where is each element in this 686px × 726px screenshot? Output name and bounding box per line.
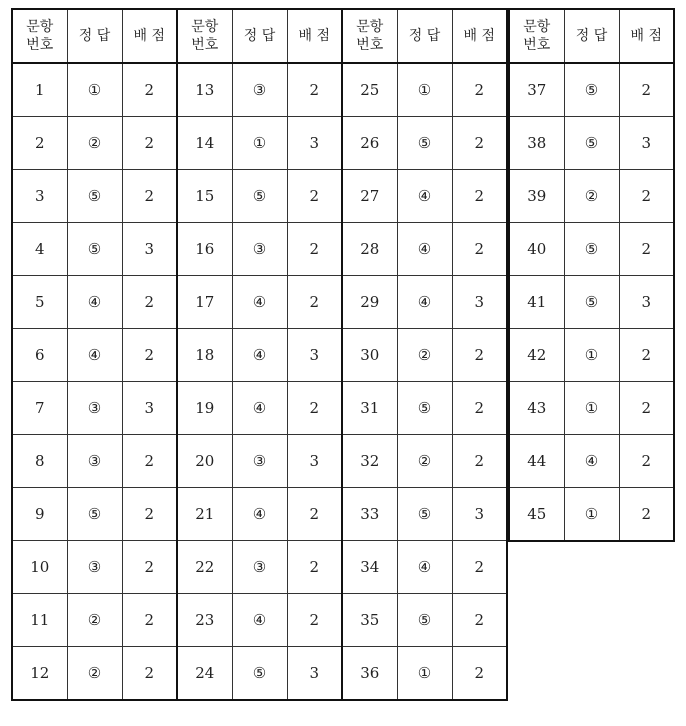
table-row — [177, 329, 342, 382]
table-row — [342, 541, 507, 594]
question-number-cell: 23 — [177, 594, 232, 647]
question-number-cell: 14 — [177, 117, 232, 170]
question-number-cell: 26 — [342, 117, 397, 170]
score-cell: 2 — [122, 329, 177, 382]
table-row — [177, 382, 342, 435]
score-cell: 2 — [619, 382, 674, 435]
answer-cell: ① — [564, 382, 619, 435]
question-number-cell: 9 — [12, 488, 67, 541]
answer-cell: ④ — [232, 382, 287, 435]
question-number-cell: 21 — [177, 488, 232, 541]
answer-cell: ① — [232, 117, 287, 170]
question-number-cell: 40 — [509, 223, 564, 276]
answer-cell: ④ — [232, 329, 287, 382]
score-cell: 2 — [122, 435, 177, 488]
score-cell: 2 — [619, 329, 674, 382]
question-number-cell: 1 — [12, 63, 67, 117]
answer-cell: ⑤ — [67, 488, 122, 541]
header-question-no: 문항번호 — [177, 9, 232, 63]
header-score: 배 점 — [619, 9, 674, 63]
question-number-cell: 38 — [509, 117, 564, 170]
question-number-cell: 12 — [12, 647, 67, 701]
table-row — [509, 170, 674, 223]
score-cell: 2 — [619, 170, 674, 223]
answer-cell: ② — [397, 329, 452, 382]
table-row — [12, 594, 177, 647]
answer-table-group-1 — [11, 8, 178, 701]
header-question-no: 문항번호 — [342, 9, 397, 63]
table-row — [177, 488, 342, 541]
answer-cell: ⑤ — [397, 117, 452, 170]
answer-cell: ⑤ — [564, 63, 619, 117]
table-row — [177, 541, 342, 594]
question-number-cell: 3 — [12, 170, 67, 223]
question-number-cell: 42 — [509, 329, 564, 382]
question-number-cell: 20 — [177, 435, 232, 488]
question-number-cell: 39 — [509, 170, 564, 223]
answer-cell: ④ — [67, 276, 122, 329]
answer-table-group-2 — [176, 8, 343, 701]
score-cell: 3 — [122, 382, 177, 435]
score-cell: 3 — [287, 647, 342, 701]
answer-cell: ② — [397, 435, 452, 488]
table-row — [342, 594, 507, 647]
answer-cell: ③ — [67, 435, 122, 488]
answer-cell: ① — [67, 63, 122, 117]
score-cell: 2 — [287, 276, 342, 329]
table-row — [12, 117, 177, 170]
header-score: 배 점 — [452, 9, 507, 63]
score-cell: 2 — [452, 647, 507, 701]
answer-cell: ③ — [232, 63, 287, 117]
score-cell: 2 — [619, 63, 674, 117]
table-row — [342, 276, 507, 329]
score-cell: 2 — [287, 382, 342, 435]
header-answer: 정 답 — [232, 9, 287, 63]
table-row — [177, 435, 342, 488]
score-cell: 2 — [122, 170, 177, 223]
question-number-cell: 13 — [177, 63, 232, 117]
question-number-cell: 30 — [342, 329, 397, 382]
answer-cell: ⑤ — [397, 594, 452, 647]
answer-cell: ⑤ — [564, 223, 619, 276]
answer-cell: ④ — [397, 170, 452, 223]
table-row — [342, 223, 507, 276]
table-row — [342, 63, 507, 117]
answer-cell: ① — [564, 488, 619, 542]
answer-cell: ⑤ — [564, 276, 619, 329]
table-row — [12, 541, 177, 594]
table-row — [342, 117, 507, 170]
answer-cell: ④ — [564, 435, 619, 488]
question-number-cell: 28 — [342, 223, 397, 276]
question-number-cell: 6 — [12, 329, 67, 382]
answer-cell: ⑤ — [67, 170, 122, 223]
score-cell: 2 — [452, 329, 507, 382]
score-cell: 2 — [287, 223, 342, 276]
question-number-cell: 35 — [342, 594, 397, 647]
header-row — [177, 9, 342, 63]
score-cell: 3 — [287, 329, 342, 382]
answer-table-group-3 — [341, 8, 508, 701]
answer-cell: ④ — [67, 329, 122, 382]
score-cell: 2 — [122, 594, 177, 647]
answer-cell: ② — [67, 647, 122, 701]
question-number-cell: 25 — [342, 63, 397, 117]
table-row — [177, 276, 342, 329]
question-number-cell: 19 — [177, 382, 232, 435]
table-row — [12, 435, 177, 488]
score-cell: 2 — [287, 541, 342, 594]
table-row — [177, 117, 342, 170]
table-row — [342, 488, 507, 541]
score-cell: 3 — [619, 117, 674, 170]
answer-cell: ④ — [232, 594, 287, 647]
table-row — [509, 488, 674, 542]
score-cell: 2 — [452, 117, 507, 170]
question-number-cell: 37 — [509, 63, 564, 117]
score-cell: 2 — [452, 541, 507, 594]
table-row — [509, 382, 674, 435]
answer-cell: ③ — [67, 382, 122, 435]
header-question-no: 문항번호 — [509, 9, 564, 63]
table-row — [12, 223, 177, 276]
question-number-cell: 18 — [177, 329, 232, 382]
table-row — [509, 223, 674, 276]
table-row — [12, 488, 177, 541]
score-cell: 3 — [287, 117, 342, 170]
question-number-cell: 5 — [12, 276, 67, 329]
header-question-no: 문항번호 — [12, 9, 67, 63]
score-cell: 2 — [452, 223, 507, 276]
score-cell: 3 — [452, 276, 507, 329]
table-row — [342, 435, 507, 488]
answer-cell: ② — [67, 594, 122, 647]
answer-cell: ④ — [232, 276, 287, 329]
header-score: 배 점 — [122, 9, 177, 63]
answer-cell: ② — [67, 117, 122, 170]
score-cell: 3 — [287, 435, 342, 488]
score-cell: 2 — [452, 170, 507, 223]
score-cell: 2 — [122, 647, 177, 701]
score-cell: 2 — [287, 488, 342, 541]
table-row — [509, 117, 674, 170]
question-number-cell: 2 — [12, 117, 67, 170]
table-row — [509, 63, 674, 117]
score-cell: 2 — [122, 63, 177, 117]
table-row — [12, 276, 177, 329]
answer-cell: ⑤ — [67, 223, 122, 276]
score-cell: 2 — [452, 382, 507, 435]
answer-cell: ③ — [232, 435, 287, 488]
table-row — [12, 382, 177, 435]
table-row — [342, 647, 507, 701]
table-row — [342, 170, 507, 223]
question-number-cell: 10 — [12, 541, 67, 594]
table-row — [177, 594, 342, 647]
answer-cell: ⑤ — [397, 488, 452, 541]
question-number-cell: 33 — [342, 488, 397, 541]
score-cell: 3 — [122, 223, 177, 276]
question-number-cell: 22 — [177, 541, 232, 594]
question-number-cell: 36 — [342, 647, 397, 701]
answer-cell: ⑤ — [232, 647, 287, 701]
table-row — [177, 647, 342, 701]
question-number-cell: 15 — [177, 170, 232, 223]
header-answer: 정 답 — [397, 9, 452, 63]
score-cell: 2 — [287, 170, 342, 223]
question-number-cell: 11 — [12, 594, 67, 647]
question-number-cell: 45 — [509, 488, 564, 542]
score-cell: 2 — [619, 488, 674, 542]
answer-cell: ③ — [232, 541, 287, 594]
answer-cell: ② — [564, 170, 619, 223]
table-row — [342, 382, 507, 435]
score-cell: 2 — [122, 117, 177, 170]
question-number-cell: 34 — [342, 541, 397, 594]
answer-cell: ④ — [397, 276, 452, 329]
answer-cell: ① — [564, 329, 619, 382]
score-cell: 2 — [452, 594, 507, 647]
score-cell: 2 — [122, 276, 177, 329]
question-number-cell: 43 — [509, 382, 564, 435]
question-number-cell: 41 — [509, 276, 564, 329]
question-number-cell: 31 — [342, 382, 397, 435]
header-answer: 정 답 — [67, 9, 122, 63]
header-answer: 정 답 — [564, 9, 619, 63]
answer-cell: ④ — [232, 488, 287, 541]
score-cell: 3 — [452, 488, 507, 541]
table-row — [177, 170, 342, 223]
question-number-cell: 29 — [342, 276, 397, 329]
score-cell: 2 — [452, 435, 507, 488]
header-row — [509, 9, 674, 63]
table-row — [509, 276, 674, 329]
score-cell: 2 — [619, 435, 674, 488]
header-row — [342, 9, 507, 63]
table-row — [177, 63, 342, 117]
question-number-cell: 17 — [177, 276, 232, 329]
question-number-cell: 8 — [12, 435, 67, 488]
question-number-cell: 44 — [509, 435, 564, 488]
score-cell: 2 — [287, 63, 342, 117]
answer-cell: ④ — [397, 223, 452, 276]
answer-cell: ③ — [67, 541, 122, 594]
answer-cell: ⑤ — [564, 117, 619, 170]
score-cell: 3 — [619, 276, 674, 329]
header-row — [12, 9, 177, 63]
question-number-cell: 27 — [342, 170, 397, 223]
table-row — [12, 63, 177, 117]
question-number-cell: 16 — [177, 223, 232, 276]
answer-cell: ① — [397, 63, 452, 117]
score-cell: 2 — [452, 63, 507, 117]
score-cell: 2 — [122, 541, 177, 594]
score-cell: 2 — [122, 488, 177, 541]
score-cell: 2 — [287, 594, 342, 647]
table-row — [12, 170, 177, 223]
answer-cell: ⑤ — [397, 382, 452, 435]
score-cell: 2 — [619, 223, 674, 276]
question-number-cell: 4 — [12, 223, 67, 276]
table-row — [509, 329, 674, 382]
table-row — [509, 435, 674, 488]
answer-cell: ④ — [397, 541, 452, 594]
answer-cell: ③ — [232, 223, 287, 276]
table-row — [342, 329, 507, 382]
answer-cell: ① — [397, 647, 452, 701]
table-row — [12, 329, 177, 382]
table-row — [177, 223, 342, 276]
question-number-cell: 24 — [177, 647, 232, 701]
table-row — [12, 647, 177, 701]
question-number-cell: 7 — [12, 382, 67, 435]
answer-cell: ⑤ — [232, 170, 287, 223]
question-number-cell: 32 — [342, 435, 397, 488]
answer-table-group-4 — [508, 8, 675, 542]
header-score: 배 점 — [287, 9, 342, 63]
